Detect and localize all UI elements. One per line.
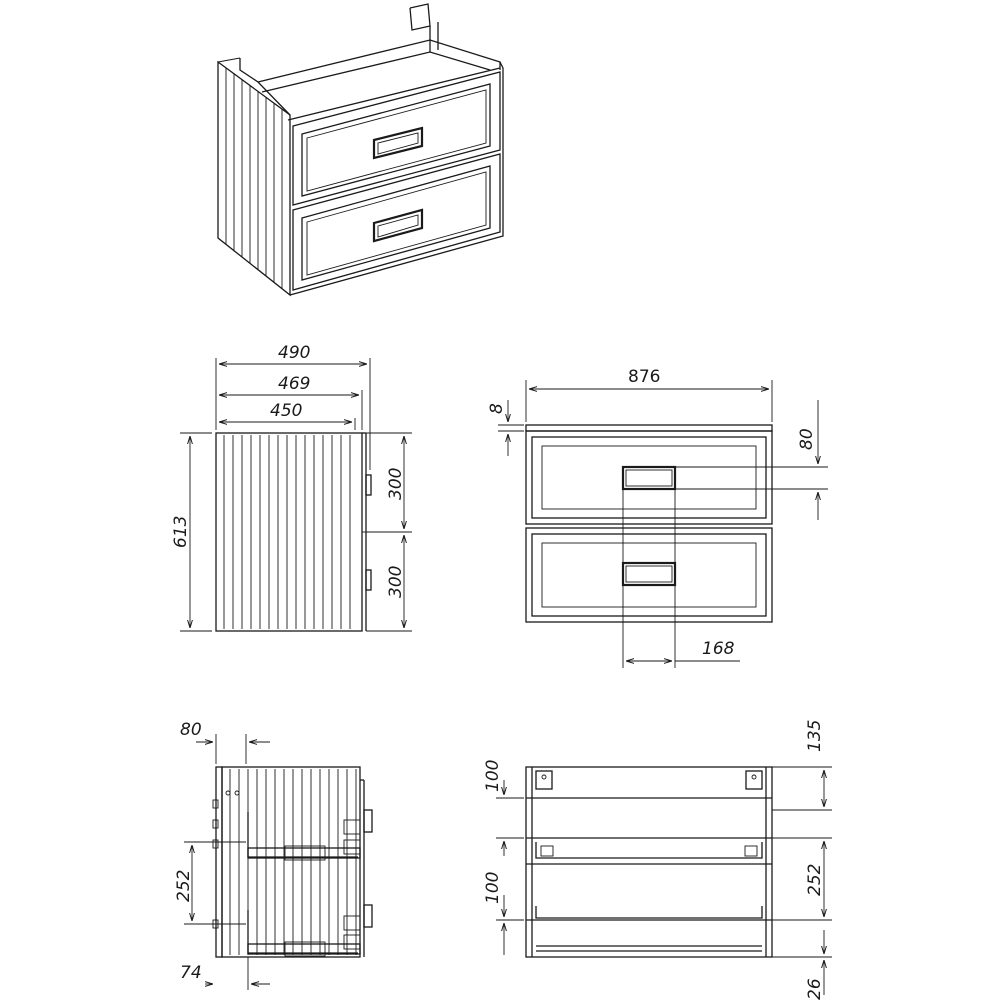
side-view [180, 358, 412, 631]
dim-26: 26 [805, 978, 825, 1000]
dim-252-rear: 252 [805, 863, 825, 896]
dim-74: 74 [180, 963, 202, 983]
dim-469: 469 [278, 374, 311, 394]
dim-80-section: 80 [180, 720, 202, 740]
front-view [498, 380, 828, 668]
dim-252-section: 252 [174, 869, 194, 902]
dim-876: 876 [628, 367, 661, 387]
dim-613: 613 [171, 515, 191, 548]
isometric-view [218, 4, 503, 295]
dim-300-bottom: 300 [386, 565, 406, 598]
section-view [184, 734, 372, 990]
dim-490: 490 [278, 343, 311, 363]
dim-100-bottom: 100 [483, 871, 503, 904]
rear-view [496, 767, 832, 995]
dim-8: 8 [487, 403, 507, 414]
dim-300-top: 300 [386, 467, 406, 500]
dim-80-handle: 80 [797, 428, 817, 450]
dim-168: 168 [702, 639, 735, 659]
dim-135: 135 [805, 719, 825, 752]
dim-100-top: 100 [483, 759, 503, 792]
dim-450: 450 [270, 401, 303, 421]
